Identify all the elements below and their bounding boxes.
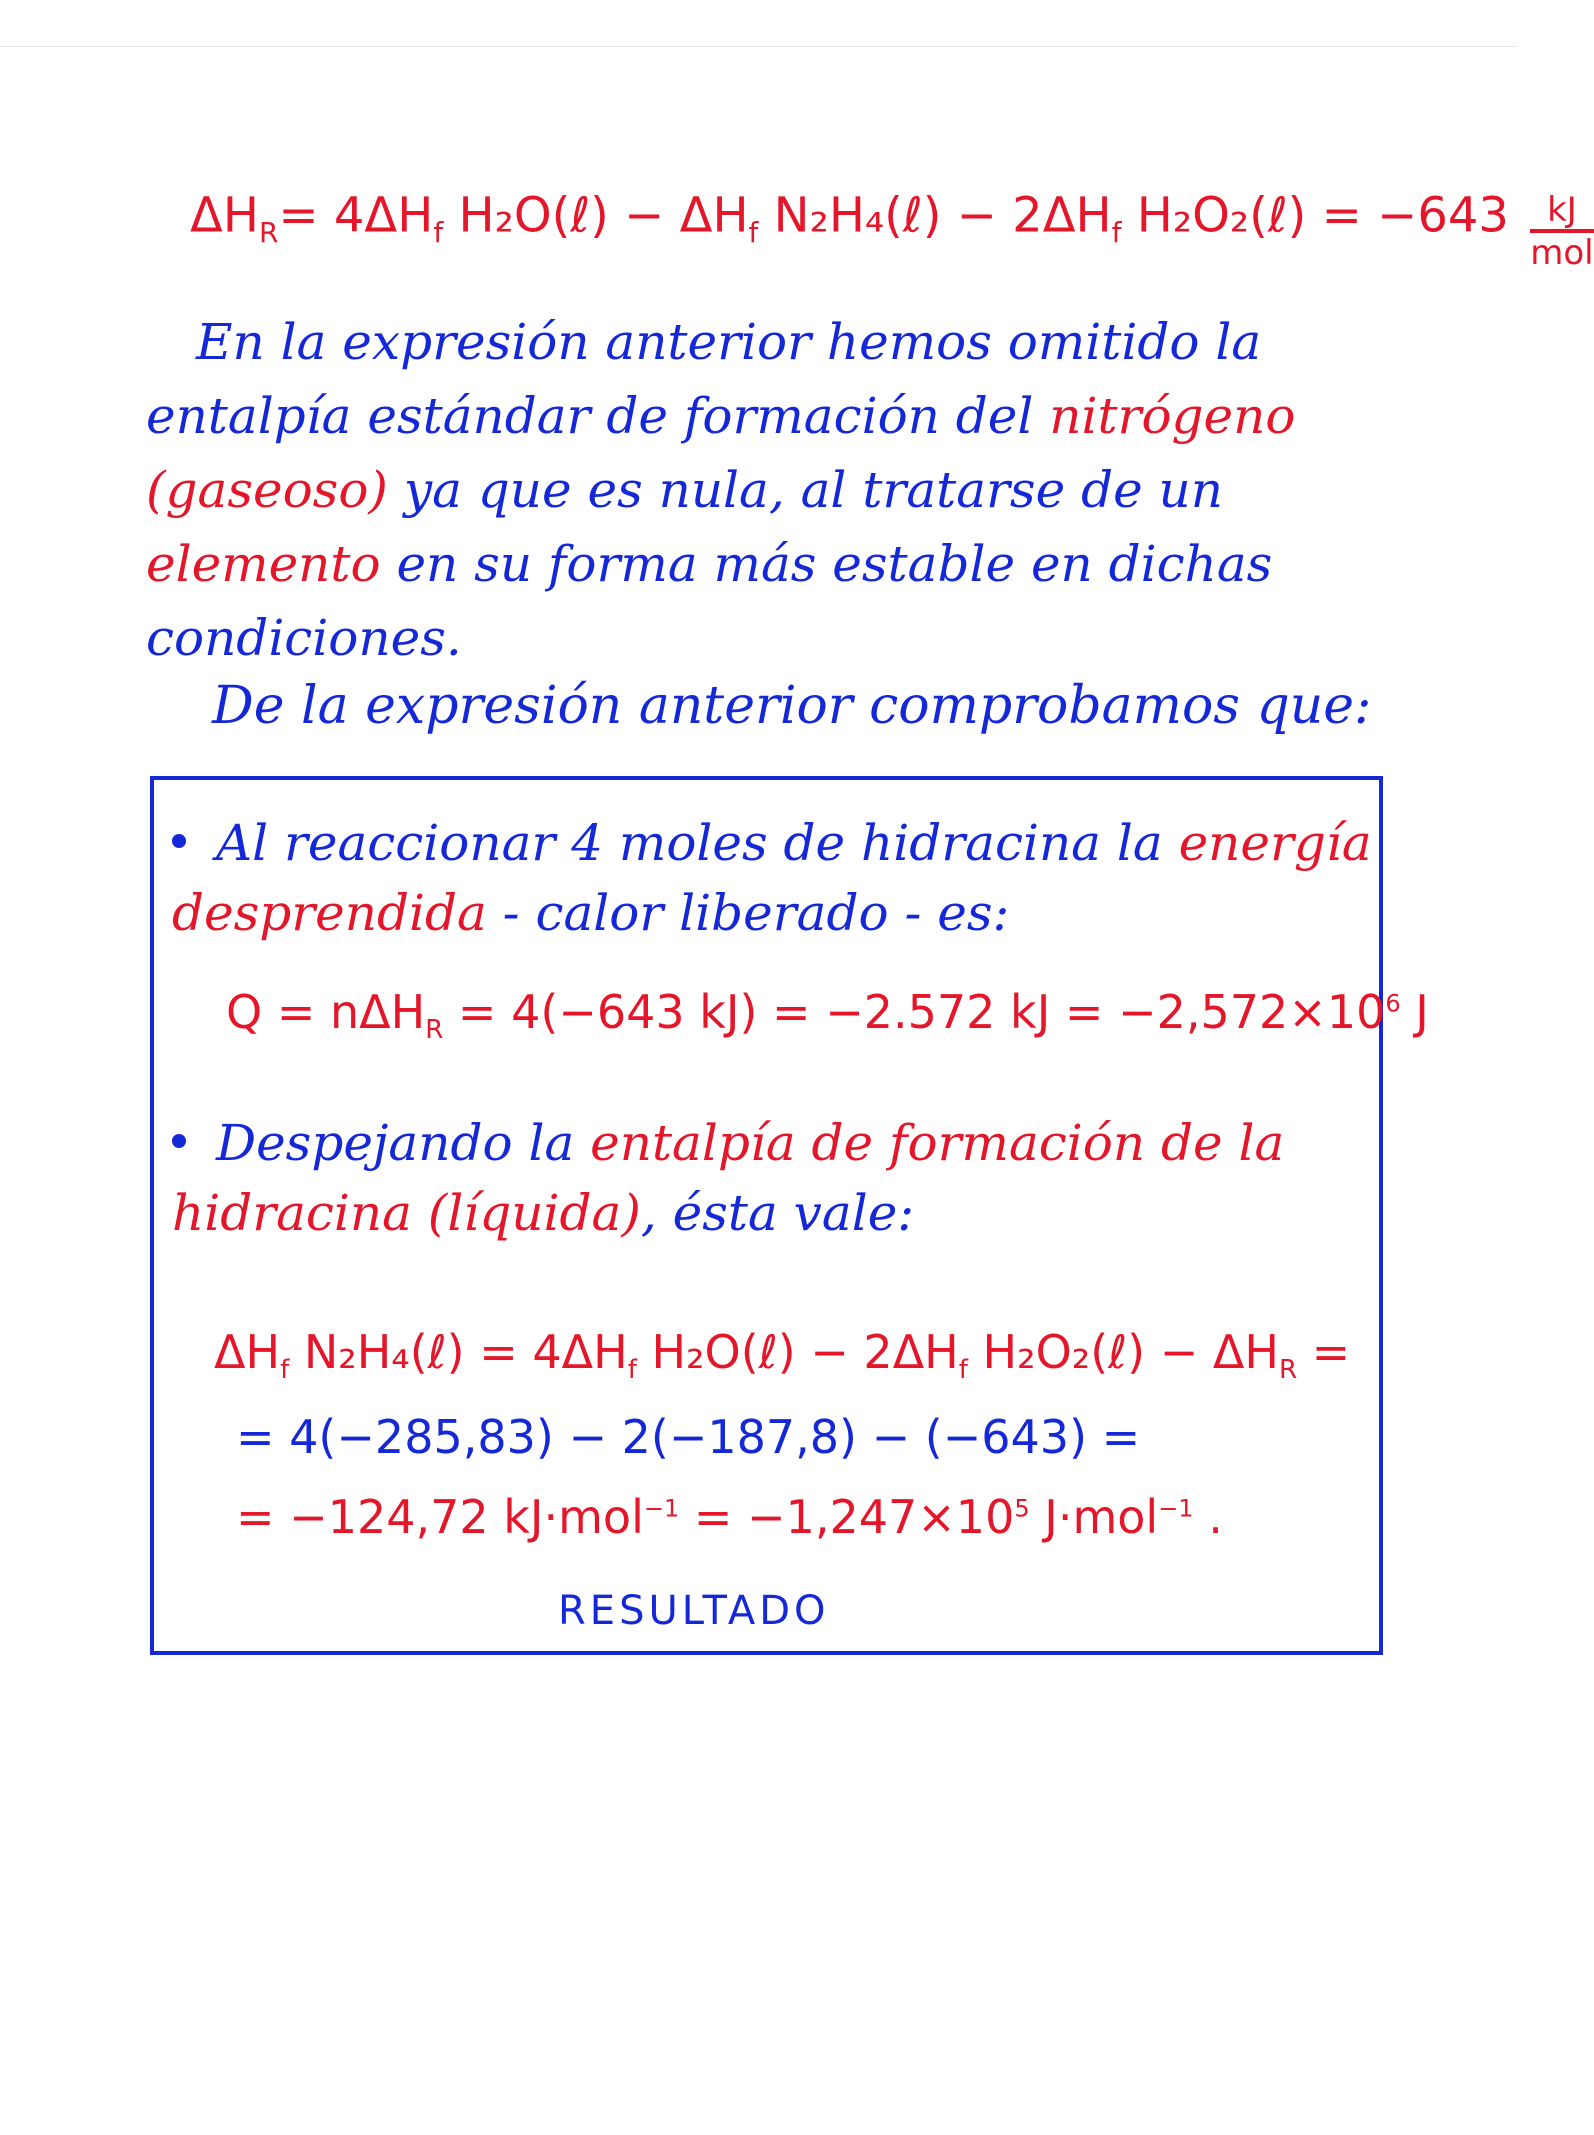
bullet-formation-enthalpy: Despejando la entalpía de formación de la hidracina (líquida), ésta vale: [172, 1114, 1285, 1242]
substitution-line: = 4(−285,83) − 2(−187,8) − (−643) = [236, 1410, 1141, 1464]
reaction-enthalpy-equation: $\Delta H_R= 4\Delta H_f$ H₂O(ℓ) − $\Delta H_f$ N₂H₄(ℓ) − $2\Delta H_f$ H₂O₂(ℓ) = −643 $\frac{kJ}{\text{mol}}$ [190, 187, 1594, 274]
unit-fraction: $\frac{kJ}{\text{mol}}$ [1530, 190, 1594, 274]
final-value-line: = −124,72 $kJ\cdot mol^{-1} = -1,247\times 10^5$ J·mol$^{-1}$ . [236, 1490, 1223, 1544]
heat-formula: Q = nΔH$_R$ = 4(−643 kJ) = −2.572 kJ = $-2,572\times 10^6$ J [226, 985, 1429, 1046]
intro-sentence: De la expresión anterior comprobamos que: [212, 676, 1372, 736]
result-label: RESULTADO [558, 1588, 830, 1634]
page-top-edge [0, 46, 1516, 47]
formation-enthalpy-equation: $\Delta H_f$ N₂H₄(ℓ) = $4\Delta H_f$ H₂O(ℓ) − $2\Delta H_f$ H₂O₂(ℓ) − $\Delta H_R$ = [214, 1325, 1351, 1386]
bullet-energy-released: Al reaccionar 4 moles de hidracina la energía desprendida - calor liberado - es: [172, 814, 1372, 942]
explanation-paragraph: En la expresión anterior hemos omitido la entalpía estándar de formación del nitrógeno (gaseoso) ya que es nula, al tratarse de un elemento en su forma más estable en dichas condiciones. [146, 313, 1296, 667]
bullet-dot [172, 1134, 186, 1148]
bullet-dot [172, 834, 186, 848]
